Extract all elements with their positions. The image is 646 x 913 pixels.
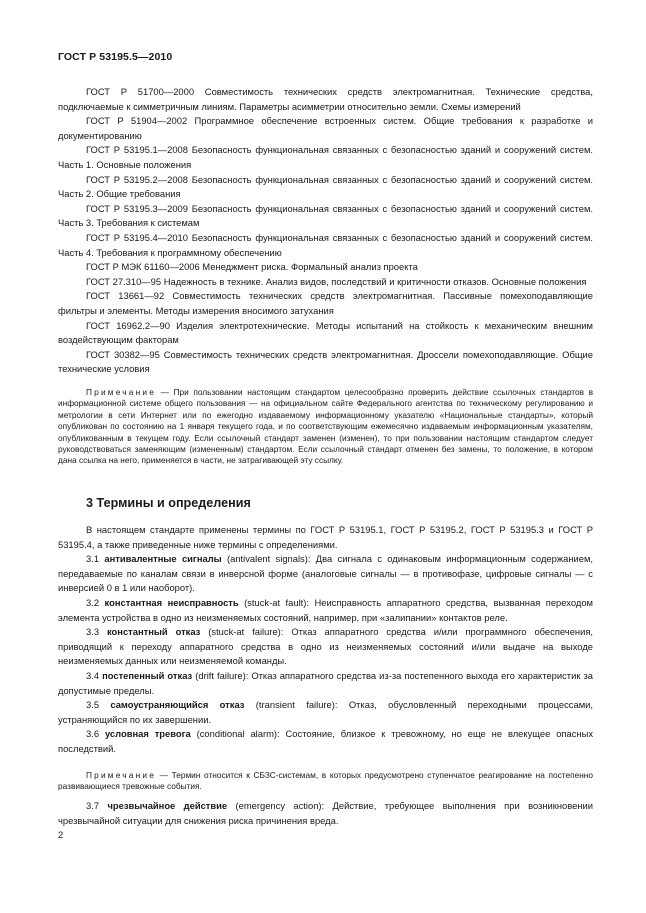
reference-item: ГОСТ Р МЭК 61160—2006 Менеджмент риска. Формальный анализ проекта [86, 261, 418, 273]
term-entry: 3.3 константный отказ (stuck-at failure): Отказ аппаратного средства и/или программного обеспечения, приводящий к переходу аппаратного средства в одно из неизменяемых состояний и/или выдаче на выходе неизменяемых данных или неизменяемой команды. [58, 626, 593, 667]
term-name: антивалентные сигналы [104, 553, 222, 565]
reference-item: ГОСТ Р 53195.4—2010 Безопасность функциональная связанных с безопасностью зданий и сооружений систем. Часть 4. Требования к программному обеспечению [58, 231, 593, 258]
term-name: условная тревога [104, 728, 191, 740]
term-entry: 3.5 самоустраняющийся отказ (transient failure): Отказ, обусловленный переходными процессами, устраняющийся по их завершении. [58, 699, 593, 725]
note-label: Примечание [86, 770, 157, 780]
terms-list-continued [58, 799, 593, 828]
note-text: — При пользовании настоящим стандартом целесообразно проверить действие ссылочных стандартов в информационной системе общего пользования — на официальном сайте Федерального агентства по техническому регулированию и метрологии в сети Интернет или по ежегодно издаваемому информационному указателю «Национальные стандарты», который опубликован по состоянию на 1 января текущего года, и по соответствующим ежемесячно издаваемым информационным указателям, опубликованным в текущем году. Если ссылочный стандарт заменен (изменен), то при пользовании настоящим стандартом следует руководствоваться заменяющим (измененным) стандартом. Если ссылочный стандарт отменен без замены, то положение, в котором дана ссылка на него, применяется в части, не затрагивающей эту ссылку. [58, 387, 593, 466]
note-text: — Термин относится к СБЗС-системам, в которых предусмотрено ступенчатое реагирование на постепенно развивающиеся тревожные события. [58, 770, 593, 792]
reference-item: ГОСТ 30382—95 Совместимость технических средств электромагнитная. Дроссели помехоподавляющие. Общие технические условия [58, 348, 593, 375]
term-entry: 3.1 антивалентные сигналы (antivalent signals): Два сигнала с одинаковым информационным содержанием, передаваемые по каналам связи в инверсной форме (аналоговые сигналы — в противофазе, цифровые сигналы — с инверсией 0 в 1 или наоборот). [58, 553, 594, 594]
term-name: константная неисправность [104, 596, 239, 608]
document-header: ГОСТ Р 53195.5—2010 [58, 51, 173, 63]
term-entry: 3.4 постепенный отказ (drift failure): Отказ аппаратного средства из-за постепенного выхода его характеристик за допустимые пределы. [58, 669, 593, 696]
reference-item: ГОСТ Р 51904—2002 Программное обеспечение встроенных систем. Общие требования к разработке и документированию [58, 115, 593, 141]
term-entry: 3.6 условная тревога (conditional alarm): Состояние, близкое к тревожному, но еще не влекущее опасных последствий. [58, 728, 594, 754]
terms-intro: В настоящем стандарте применены термины по ГОСТ Р 53195.1, ГОСТ Р 53195.2, ГОСТ Р 53195.3 и ГОСТ Р 53195.4, а также приведенные ниже термины с определениями. [58, 524, 593, 550]
section-title: 3 Термины и определения [86, 496, 251, 510]
reference-item: ГОСТ Р 53195.2—2008 Безопасность функциональная связанных с безопасностью зданий и сооружений систем. Часть 2. Общие требования [58, 173, 593, 200]
reference-item: ГОСТ 16962.2—90 Изделия электротехнические. Методы испытаний на стойкость к механическим внешним воздействующим факторам [58, 319, 593, 346]
term-name: самоустраняющийся отказ [110, 699, 245, 711]
page-number: 2 [58, 829, 64, 840]
normative-references [58, 85, 593, 377]
reference-item: ГОСТ Р 51700—2000 Совместимость технических средств электромагнитная. Технические средства, подключаемые к симметричным линиям. Параметры асимметрии относительно земли. Схемы измерений [58, 86, 593, 112]
terms-list [58, 523, 593, 757]
term-entry: 3.7 чрезвычайное действие (emergency action): Действие, требующее выполнения при возникновении чрезвычайной ситуации для снижения риска причинения вреда. [58, 800, 594, 826]
term-name: постепенный отказ [102, 669, 193, 681]
references-note [58, 387, 593, 467]
term-note [58, 770, 593, 793]
term-name: чрезвычайное действие [107, 800, 228, 811]
reference-item: ГОСТ Р 53195.1—2008 Безопасность функциональная связанных с безопасностью зданий и сооружений систем. Часть 1. Основные положения [58, 144, 593, 170]
reference-item: ГОСТ Р 53195.3—2009 Безопасность функциональная связанных с безопасностью зданий и сооружений систем. Часть 3. Требования к системам [58, 202, 593, 229]
term-entry: 3.2 константная неисправность (stuck-at fault): Неисправность аппаратного средства, вызванная переходом элемента устройства в одно из неизменяемых состояний, например, при «залипании» контактов реле. [58, 596, 593, 623]
term-name: константный отказ [106, 626, 201, 638]
reference-item: ГОСТ 13661—92 Совместимость технических средств электромагнитная. Пассивные помехоподавляющие фильтры и элементы. Методы измерения вносимого затухания [58, 290, 593, 316]
reference-item: ГОСТ 27.310—95 Надежность в технике. Анализ видов, последствий и критичности отказов. Основные положения [86, 275, 587, 287]
note-label: Примечание [86, 387, 157, 397]
